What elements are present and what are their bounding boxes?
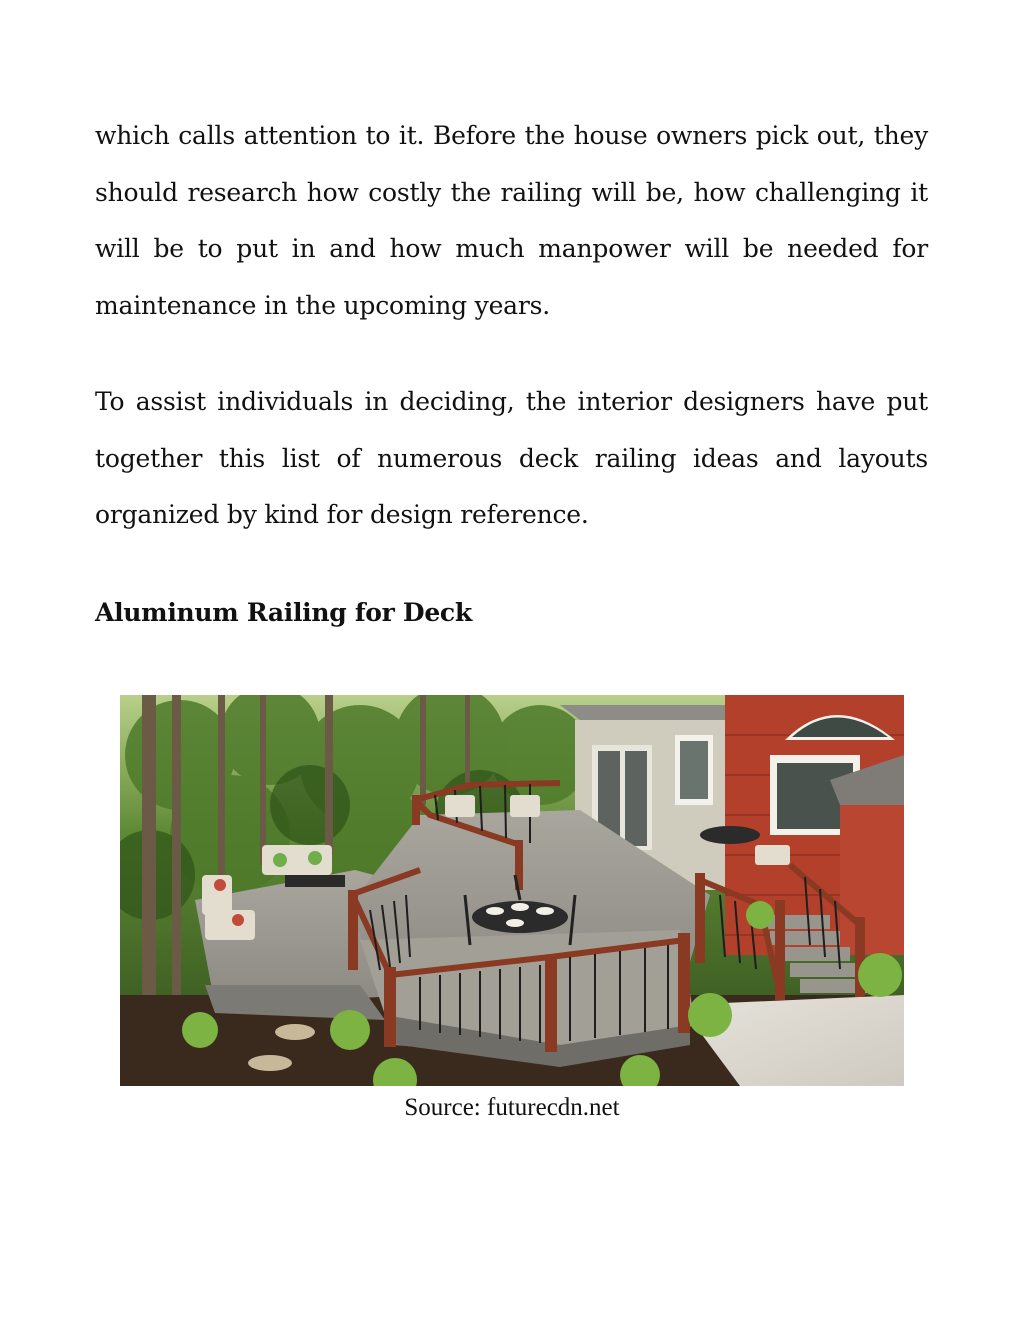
section-heading: Aluminum Railing for Deck — [95, 597, 472, 627]
document-page — [95, 108, 928, 641]
figure-caption: Source: futurecdn.net — [404, 1094, 620, 1121]
body-paragraph: To assist individuals in deciding, the interior designers have put together this list of numerous deck railing ideas and layouts organized by kind for design reference. — [95, 387, 928, 529]
body-paragraph: which calls attention to it. Before the house owners pick out, they should research how costly the railing will be, how challenging it will be to put in and how much manpower will be needed for maintenance in the upcoming years. — [95, 121, 928, 320]
deck-railing-photo — [120, 695, 904, 1086]
